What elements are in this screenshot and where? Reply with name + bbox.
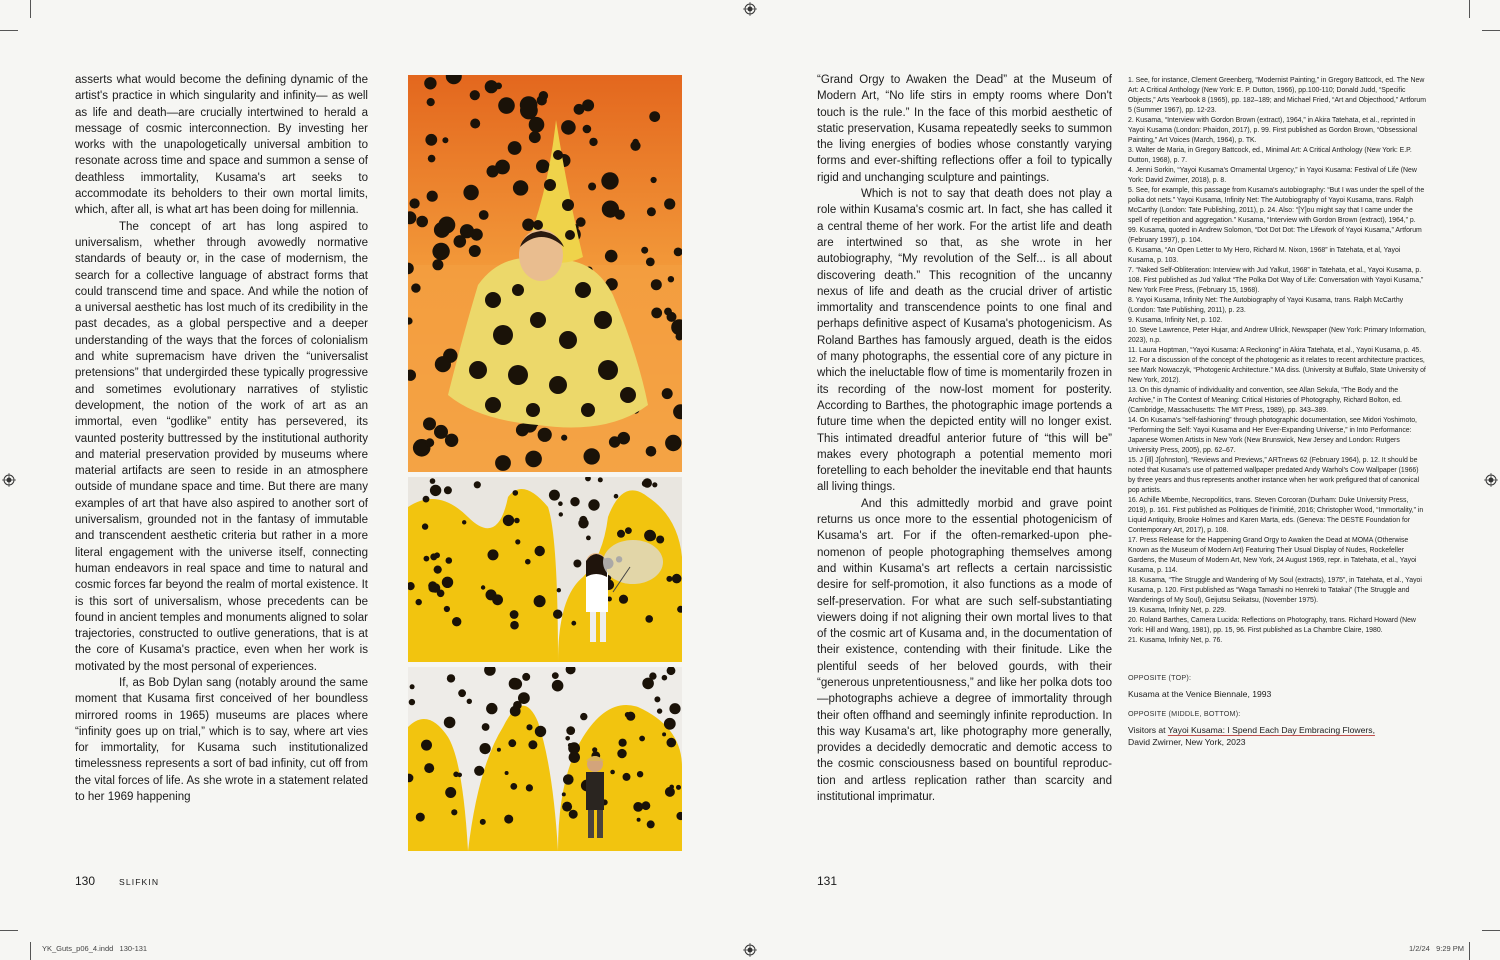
footnote: 14. On Kusama's “self-fashioning” through photographic documentation, see Midori Yoshimoto, “Performing the Self: Yayoi Kusama and Her Ever-Expanding Universe,” in Into Performance: Japanese Women Artists in New York (New Brunswick, New Jersey and London: Rutgers University Press, 2005), pp. 62–67.: [1128, 417, 1417, 454]
polka-dot: [430, 553, 437, 560]
polka-dot: [423, 417, 436, 430]
crop-mark: [0, 30, 18, 31]
polka-dot: [610, 770, 615, 775]
polka-dot: [474, 481, 481, 488]
footnote: 2. Kusama, “Interview with Gordon Brown (extract), 1964,” in Akira Tatehata, et al., reprinted in Yayoi Kusama (London: Phaidon, 2017), p. 99. First published as Gordon Brown, “Obsessional Painting,” Art Voices (March, 1964), p. TK.: [1128, 117, 1418, 144]
footnote: 4. Jenni Sorkin, “Yayoi Kusama's Ornamental Urgency,” in Yayoi Kusama: Festival of Life (New York: David Zwirner, 2018), p. 8.: [1128, 167, 1417, 184]
polka-dot: [646, 258, 655, 267]
registration-mark-icon: [743, 943, 757, 957]
polka-dot: [424, 763, 434, 773]
polka-dot: [462, 520, 466, 524]
polka-dot: [676, 785, 681, 790]
registration-mark-icon: [2, 473, 16, 487]
polka-dot: [526, 784, 533, 791]
polka-dot: [558, 501, 563, 506]
crop-mark: [1469, 0, 1470, 18]
polka-dot: [486, 703, 497, 714]
polka-dot: [637, 771, 643, 777]
polka-dot: [438, 217, 455, 234]
polka-dot: [410, 684, 415, 689]
polka-dot: [442, 137, 448, 143]
polka-dot: [453, 772, 459, 778]
crop-mark: [30, 0, 31, 18]
crop-mark: [0, 930, 18, 931]
polka-dot: [525, 451, 542, 468]
polka-dot: [471, 229, 483, 241]
caption-heading: OPPOSITE (TOP):: [1128, 673, 1192, 682]
polka-dot: [525, 559, 531, 565]
polka-dot: [589, 138, 597, 146]
footnote: 16. Achille Mbembe, Necropolitics, trans. Steven Corcoran (Durham: Duke University Press, 2019), p. 161. First published as Politiques de l'inimitié, 2016; Christopher Wood, “Immortality,” in Liquid Antiquity, Brooke Holmes and Karen Marta, eds. (Geneva: The DESTE Foundation for Contemporary Art, 2017), p. 108.: [1128, 497, 1424, 534]
polka-dot: [513, 701, 522, 710]
polka-dot: [583, 125, 592, 134]
polka-dot: [664, 308, 672, 316]
polka-dot: [665, 435, 681, 451]
footnote: 20. Roland Barthes, Camera Lucida: Reflections on Photography, trans. Richard Howard (New York: Hill and Wang, 1981), pp. 15, 96. First published as La Chambre Claire, 1980.: [1128, 617, 1416, 634]
polka-dot: [623, 773, 631, 781]
polka-dot: [630, 141, 640, 151]
polka-dot: [639, 736, 645, 742]
polka-dot: [553, 610, 562, 619]
polka-dot: [469, 245, 481, 257]
polka-dot: [576, 217, 586, 227]
polka-dot: [495, 83, 502, 90]
polka-dot: [649, 672, 656, 679]
polka-dot: [669, 703, 680, 714]
polka-dot: [498, 97, 515, 114]
polka-dot: [580, 713, 587, 720]
polka-dot: [442, 577, 453, 588]
footnote: 6. Kusama, “An Open Letter to My Hero, Richard M. Nixon, 1968” in Tatehata, et al, Yayoi Kusama, p. 103.: [1128, 247, 1401, 264]
polka-dot: [552, 680, 564, 692]
polka-dot: [637, 818, 641, 822]
polka-dot: [535, 546, 545, 556]
polka-dot: [409, 699, 415, 705]
polka-dot: [522, 219, 534, 231]
polka-dot: [513, 180, 528, 195]
polka-dot: [562, 792, 566, 796]
polka-dot: [510, 621, 519, 630]
paragraph: If, as Bob Dylan sang (notably around the same moment that Kusama first conceived of her boundless mirrored rooms in 1965) museums are places where “infinity goes up on trial,” which is to say, where art vies for immortality, for Kusama such institutionalized timelessness represents a sort of bad infinity, cut off from the vital forces of life. As she wrote in a statement related to her 1969 happening: [75, 676, 368, 804]
caption-heading: OPPOSITE (MIDDLE, BOTTOM):: [1128, 709, 1241, 718]
polka-dot: [470, 90, 480, 100]
page-number-right: 131: [817, 874, 838, 888]
polka-dot: [514, 518, 520, 524]
polka-dot: [605, 250, 618, 263]
photo-visitors-gallery-1: [408, 477, 682, 662]
polka-dot: [428, 155, 436, 163]
polka-dot: [505, 771, 509, 775]
polka-dot: [536, 160, 550, 174]
page-number-left: 130: [75, 874, 96, 888]
polka-dot: [586, 536, 591, 541]
polka-dot: [573, 560, 581, 568]
polka-dot: [427, 191, 438, 202]
polka-dot: [657, 708, 662, 713]
polka-dot: [664, 718, 676, 730]
polka-dot: [437, 590, 445, 598]
polka-dot: [617, 749, 626, 758]
polka-dot: [421, 740, 432, 751]
polka-dot: [651, 177, 657, 183]
polka-dot: [425, 134, 437, 146]
polka-dot: [656, 536, 664, 544]
polka-dot: [578, 518, 588, 528]
polka-dot: [432, 243, 449, 260]
polka-dot: [664, 198, 675, 209]
photo-kusama-venice: [408, 75, 682, 472]
footnote: 12. For a discussion of the concept of the photogenic as it relates to recent architecture practices, see Mark Nowaczyk, “Photogenic Architecture.” MA diss. (University at Buffalo, State University of New York, 2012).: [1128, 357, 1426, 384]
polka-dot: [601, 172, 618, 189]
registration-mark-icon: [743, 2, 757, 16]
paragraph: And this admittedly morbid and grave point returns us once more to the essential photogenicism of Kusama's art. For if the often-remarked-upon phenomenon of people photographing themselves among and within Kusama's art reflects a certain narcissistic desire for self-promotion, it also functions as a mode of self-preservation. For what are such self-substantiating viewers doing if not aligning their own mortal lives to that of the cosmic art of Kusama and, in the documentation of their existence, contending with their finitude. Like the plentiful seeds of her beloved gourds, with their “generous unpretentiousness,” and like her polka dots too—photographs achieve a degree of immortality through their often offhand and seemingly infinite reproduction. In this way Kusama's art, like photography more generally, provides a decidedly democratic and demotic access to the cosmic consciousness based on bountiful reproduction and artless replication rather than scarcity and institutional imprimatur.: [817, 497, 1112, 804]
polka-dot: [416, 599, 422, 605]
polka-dot: [425, 438, 434, 447]
polka-dot: [458, 689, 466, 697]
polka-dot: [508, 739, 516, 747]
polka-dot: [428, 581, 437, 590]
paragraph: The concept of art has long aspired to universalism, whether through avowedly normative standards of beauty or, in the case of modernism, the search for a collective language of abstract forms that could transcend time and space. And while the notion of a universal aesthetic has lost much of its credibility in the past decades, as a global perspective and a deeper understanding of the ways that the forces of colonialism and white supremacism have driven the “universalist pretensions” that undergirded these typically progressive and sometimes evolutionary narratives of stylistic development, the notion of the work of art as an immortal, even “godlike” entity has persevered, its vaunted posterity buttressed by the institutional authority and material preservation provided by museums where material artifacts are seen to reside in an atmosphere outside of mundane space and time. But there are many examples of art that have also aspired to another sort of universalism, grounded not in the fantasy of immutable and transcendent aesthetic criteria but rather in a more literal engagement with the universe itself, connecting human endeavors in real space and time to natural and cosmic forces far beyond the realm of mortal existence. It is this sort of universalism, whose precedents can be found in ancient temples and monuments aligned to solar trajectories, constructed to outlive generations, that is at the core of Kusama's practice, even when her work is motivated by the most personal of experiences.: [75, 220, 368, 673]
polka-dot: [644, 530, 656, 542]
polka-dot: [633, 802, 643, 812]
polka-dot: [411, 283, 420, 292]
polka-dot: [662, 388, 673, 399]
polka-dot: [503, 515, 514, 526]
polka-dot: [470, 119, 480, 129]
polka-dot: [520, 96, 538, 114]
right-page-body: [817, 72, 1112, 805]
polka-dot: [665, 787, 675, 797]
polka-dot: [463, 185, 478, 200]
polka-dot: [652, 482, 657, 487]
polka-dot: [492, 594, 503, 605]
footnote: 15. J [ill] J[ohnston], “Reviews and Previews,” ARTnews 62 (February 1964), p. 12. It should be noted that Kusama's use of patterned wallpaper predated Andy Warhol's Cow Wallpaper (1966) by three years and thus represents another instance when her work prefigured that of canonical pop artists.: [1128, 457, 1420, 494]
polka-dot: [444, 582, 448, 586]
polka-dot: [568, 743, 573, 748]
polka-dot: [534, 595, 546, 607]
running-head: SLIFKIN: [119, 877, 160, 887]
polka-dot: [647, 820, 655, 828]
footnote: 13. On this dynamic of individuality and convention, see Allan Sekula, “The Body and the Archive,” in The Contest of Meaning: Critical Histories of Photography, Richard Bolton, ed. (Cambridge, Massachusetts: The MIT Press, 1989), pp. 343–389.: [1128, 387, 1402, 414]
polka-dot: [474, 766, 484, 776]
polka-dot: [569, 810, 578, 819]
polka-dot: [482, 723, 490, 731]
polka-dot: [647, 207, 656, 216]
polka-dot: [416, 216, 428, 228]
footnote: 11. Laura Hoptman, “Yayoi Kusama: A Reckoning” in Akira Tatehata, et al., Yayoi Kusama, p. 45.: [1128, 347, 1422, 354]
polka-dot: [444, 606, 450, 612]
polka-dot: [451, 809, 457, 815]
polka-dot: [515, 539, 520, 544]
slug-datetime: 1/2/24 9:29 PM: [1409, 944, 1465, 953]
caption-prefix: Visitors at: [1128, 725, 1168, 735]
polka-dot: [561, 120, 576, 135]
footnote: 5. See, for example, this passage from Kusama's autobiography: “But I was under the spell of the polka dot nets.” Yayoi Kusama, Infinity Net: The Autobiography of Yayoi Kusama, trans. Ralph McCarthy (London: Tate Publishing, 2011), p. 24. Also: “[Y]ou might say that I came under the spell of repetition and aggregation.” Kusama, “Interview with Gordon Brown (extract), 1964,” p. 99. Kusama, quoted in Andrew Solomon, “Dot Dot Dot: The Lifework of Yayoi Kusama,” Artforum (February 1997), p. 104.: [1128, 187, 1425, 244]
polka-dot: [666, 576, 672, 582]
polka-dot: [435, 356, 451, 372]
polka-dot: [434, 566, 442, 574]
footnote: 17. Press Release for the Happening Grand Orgy to Awaken the Dead at MOMA (Otherwise Known as the Museum of Modern Art) Featuring Their Usual Display of Nudes, Rockefeller Gardens, the Museum of Modern Art, New York, 24 August 1969, repr. in Tatehata, et al., Yayoi Kusama, p. 114.: [1128, 537, 1417, 574]
crop-mark: [1482, 30, 1500, 31]
polka-dot: [598, 477, 603, 482]
polka-dot: [432, 259, 443, 270]
polka-dot: [672, 574, 682, 584]
polka-dot: [529, 117, 545, 133]
footnote: 19. Kusama, Infinity Net, p. 229.: [1128, 607, 1227, 614]
polka-dot: [480, 819, 486, 825]
polka-dot: [467, 699, 472, 704]
polka-dot: [430, 478, 436, 484]
polka-dot: [584, 448, 600, 464]
polka-dot: [643, 478, 652, 487]
polka-dot: [646, 446, 657, 457]
polka-dot: [479, 210, 489, 220]
polka-dot: [619, 739, 627, 747]
footnote: 9. Kusama, Infinity Net, p. 102.: [1128, 317, 1223, 324]
caption-middle-bottom: [1128, 708, 1428, 748]
footnote: 3. Walter de Maria, in Gregory Battcock, ed., Minimal Art: A Critical Anthology (New York: E.P. Dutton, 1968), p. 7.: [1128, 147, 1412, 164]
polka-dot: [535, 726, 546, 737]
polka-dot: [447, 674, 455, 682]
polka-dot: [445, 434, 458, 447]
polka-dot: [625, 527, 632, 534]
paragraph: Which is not to say that death does not play a role within Kusama's cosmic art. In fact, she has called it a central theme of her work. For the artist life and death are intertwined so that, as she wrote in her autobiography, “My revolution of the Self... is all about discovering death.” This recognition of the uncanny nexus of life and death as the crucial driver of artistic immortality and transcendence points to one final and perhaps definitive aspect of Kusama's photogenicism. As Roland Barthes has famously argued, death is the eidos of many photographs, the essential core of any picture in which the ineluctable flow of time is momentarily frozen in its recording of the now-lost moment for posterity. According to Barthes, the photographic image portends a future time when the depicted entity will no longer exist. This intimated dreadful anterior future of “this will be” makes every photograph a potential memento mori foretelling to each beholder the inevitable end that haunts all living things.: [817, 188, 1112, 494]
paragraph: asserts what would become the defining dynamic of the artist's practice in which singularity and infinity— as well as life and death—are crucially intertwined to herald a message of cosmic interconnection. By investing her works with the unapologetically universal ambition to resonate across time and space and summon a sense of deathless immortality, Kusama's art seeks to accommodate its beholders to their own mortal limits, which, after all, is what art has been doing for millennia.: [75, 74, 368, 217]
registration-mark-icon: [1484, 473, 1498, 487]
polka-dot: [537, 95, 547, 105]
polka-dot: [645, 615, 653, 623]
polka-dot: [422, 523, 428, 529]
polka-dot: [563, 774, 574, 785]
polka-dot: [513, 490, 519, 496]
polka-dot: [410, 198, 420, 208]
crop-mark: [1469, 942, 1470, 960]
footnote: 18. Kusama, “The Struggle and Wandering of My Soul (extracts), 1975”, in Tatehata, et al., Yayoi Kusama, p. 120. First published as “Waga Tamashi no Henreki to Tatakai” (The Struggle and Wanderings of My Soul), Geijutsu Seikatsu, (November 1975).: [1128, 577, 1422, 604]
polka-dot: [510, 783, 517, 790]
slug-filename: YK_Guts_p06_4.indd 130-131: [42, 944, 148, 953]
polka-dot: [559, 512, 563, 516]
polka-dot: [424, 556, 430, 562]
polka-dot: [538, 428, 552, 442]
polka-dot: [509, 678, 521, 690]
polka-dot: [497, 748, 501, 752]
photo-visitors-gallery-2: [408, 667, 682, 851]
polka-dot: [528, 740, 537, 749]
crop-mark: [1482, 930, 1500, 931]
polka-dot: [480, 743, 491, 754]
polka-dot: [662, 732, 666, 736]
footnote: 21. Kusama, Infinity Net, p. 76.: [1128, 637, 1223, 644]
polka-dot: [667, 738, 677, 748]
polka-dot: [641, 247, 648, 254]
footnote: 10. Steve Lawrence, Peter Hujar, and Andrew Ullrick, Newspaper (New York: Primary Information, 2023), n.p.: [1128, 327, 1426, 344]
polka-dot: [619, 595, 628, 604]
polka-dot: [516, 424, 529, 437]
polka-dot: [602, 201, 619, 218]
polka-dot: [452, 617, 461, 626]
polka-dot: [522, 673, 530, 681]
polka-dot: [574, 104, 585, 115]
caption-suffix: David Zwirner, New York, 2023: [1128, 737, 1246, 747]
polka-dot: [466, 227, 472, 233]
polka-dot: [609, 436, 620, 447]
polka-dot: [588, 183, 596, 191]
polka-dot: [481, 585, 485, 589]
polka-dot: [430, 485, 441, 496]
crop-mark: [30, 942, 31, 960]
polka-dot: [510, 610, 519, 619]
polka-dot: [549, 490, 560, 501]
exhibition-title: Yayoi Kusama: I Spend Each Day Embracing Flowers,: [1167, 725, 1375, 735]
polka-dot: [444, 717, 456, 729]
footnote: 1. See, for instance, Clement Greenberg, “Modernist Painting,” in Gregory Battcock, ed. The New Art: A Critical Anthology (New York: E. P. Dutton, 1966), pp.100-110; Donald Judd, “Specific Objects,” Arts Yearbook 8 (1965), pp. 182–189; and Michael Fried, “Art and Objecthood,” Artforum 5 (Summer 1967), pp. 12-23.: [1128, 77, 1426, 114]
polka-dot: [561, 435, 567, 441]
polka-dot: [617, 530, 625, 538]
polka-dot: [651, 308, 662, 319]
caption-text: [1128, 724, 1428, 748]
footnotes: [1128, 76, 1426, 646]
polka-dot: [416, 813, 425, 822]
polka-dot: [614, 494, 619, 499]
polka-dot: [570, 497, 579, 506]
polka-dot: [444, 486, 452, 494]
polka-dot: [504, 815, 513, 824]
polka-dot: [445, 787, 456, 798]
polka-dot: [526, 724, 532, 730]
polka-dot: [495, 455, 511, 471]
polka-dot: [571, 621, 576, 626]
polka-dot: [423, 496, 430, 503]
polka-dot: [557, 588, 561, 592]
polka-dot: [424, 77, 436, 89]
polka-dot: [427, 98, 435, 106]
polka-dot: [508, 141, 522, 155]
paragraph: “Grand Orgy to Awaken the Dead” at the Museum of Modern Art, “No life stirs in empty rooms where Don't touch is the rule.” In the face of this morbid aesthetic of static preservation, Kusama repeatedly seeks to summon the living energies of bodies whose constantly varying forms and ever-shifting reflections offer a foil to typically rigid and unchanging sculpture and paintings.: [817, 74, 1112, 184]
caption-top: [1128, 672, 1428, 700]
polka-dot: [668, 276, 674, 282]
polka-dot: [529, 131, 541, 143]
polka-dot: [488, 549, 499, 560]
polka-dot: [446, 557, 453, 564]
polka-dot: [649, 111, 660, 122]
polka-dot: [626, 712, 635, 721]
polka-dot: [651, 279, 662, 290]
polka-dot: [552, 672, 559, 679]
left-page-body: [75, 72, 368, 805]
caption-text: Kusama at the Venice Biennale, 1993: [1128, 689, 1272, 699]
polka-dot: [654, 696, 660, 702]
footnote: 8. Yayoi Kusama, Infinity Net: The Autobiography of Yayoi Kusama, trans. Ralph McCarthy (London: Tate Publishing, 2011), p. 23.: [1128, 297, 1404, 314]
polka-dot: [662, 675, 668, 681]
polka-dot: [592, 747, 597, 752]
polka-dot: [565, 736, 570, 741]
polka-dot: [562, 802, 572, 812]
footnote: 7. “Naked Self-Obliteration: Interview with Jud Yalkut, 1968” in Tatehata, et al., Yayoi Kusama, p. 108. First published as Jud Yalkut “The Polka Dot Way of Life: Conversation with Yayoi Kusama,” New York Free Press, (February 15, 1968).: [1128, 267, 1424, 294]
polka-dot: [588, 499, 599, 510]
polka-dot: [487, 165, 499, 177]
polka-dot: [566, 726, 575, 735]
